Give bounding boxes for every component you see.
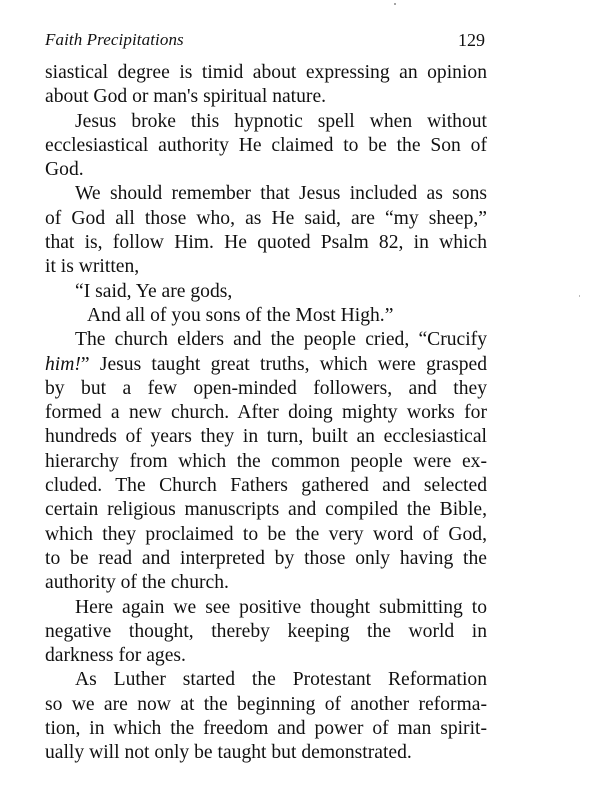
- text-line: ecclesiastical authority He claimed to be the Son of: [45, 134, 487, 156]
- text-line: which they proclaimed to be the very word of God,: [45, 523, 487, 545]
- text-line: by but a few open-minded followers, and they: [45, 377, 487, 399]
- verse-line: And all of you sons of the Most High.”: [87, 304, 394, 326]
- text-line: Jesus broke this hypnotic spell when without: [75, 110, 487, 132]
- text-line: certain religious manuscripts and compiled the Bible,: [45, 499, 487, 521]
- text-line: God.: [45, 159, 84, 181]
- text-line: negative thought, thereby keeping the world in: [45, 620, 487, 642]
- running-head: [45, 28, 487, 52]
- text-line: siastical degree is timid about expressing an opinion: [45, 62, 487, 83]
- text-line: authority of the church.: [45, 572, 229, 594]
- text-fragment: ” Jesus taught great truths, which were grasped: [80, 353, 487, 375]
- emphasis-text: him!: [45, 353, 81, 375]
- text-line: As Luther started the Protestant Reformation: [75, 669, 487, 691]
- text-line: tion, in which the freedom and power of man spirit-: [45, 718, 487, 740]
- text-line: it is written,: [45, 256, 140, 278]
- text-line: The church elders and the people cried, “Crucify: [75, 329, 487, 351]
- page-number: 129: [458, 30, 485, 50]
- text-line: to be read and interpreted by those only having the: [45, 547, 487, 569]
- text-line: of God all those who, as He said, are “my sheep,”: [45, 207, 487, 229]
- text-line: that is, follow Him. He quoted Psalm 82, in which: [45, 232, 487, 254]
- text-line: cluded. The Church Fathers gathered and selected: [45, 475, 487, 497]
- text-line: about God or man's spiritual nature.: [45, 86, 327, 108]
- verse-line: “I said, Ye are gods,: [75, 280, 233, 302]
- text-line: [45, 353, 487, 377]
- text-line: hierarchy from which the common people were ex-: [45, 450, 487, 472]
- scan-speck: [579, 295, 580, 297]
- running-title: Faith Precipitations: [45, 30, 184, 49]
- text-line: ually will not only be taught but demonstrated.: [45, 742, 412, 764]
- text-line: so we are now at the beginning of another reforma-: [45, 693, 487, 715]
- text-line: Here again we see positive thought submitting to: [75, 596, 487, 618]
- body-text: [45, 61, 487, 766]
- scan-speck: [394, 3, 396, 5]
- text-line: formed a new church. After doing mighty works for: [45, 402, 487, 424]
- text-line: We should remember that Jesus included as sons: [75, 183, 487, 205]
- text-line: darkness for ages.: [45, 645, 186, 667]
- text-line: hundreds of years they in turn, built an ecclesiastical: [45, 426, 487, 448]
